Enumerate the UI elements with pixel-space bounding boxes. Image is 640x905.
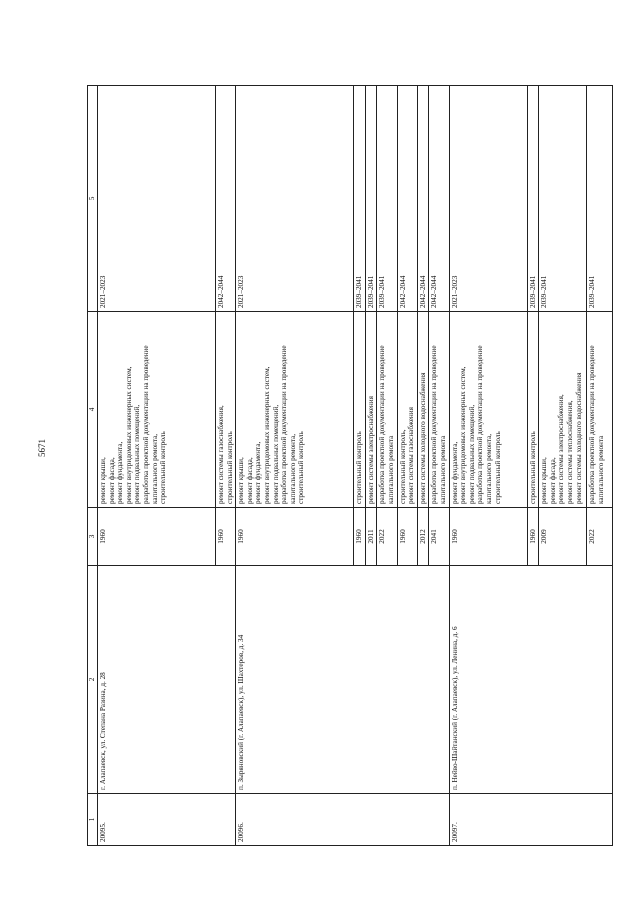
works-cell: ремонт крыши, ремонт фасада, ремонт фундамента, ремонт внутридомовых инженерных систем, ремонт подвальных помещений, разработка проектной документации на проведение капитального ремонта, строительный контроль [98, 312, 216, 508]
period-cell: 2021–2023 [98, 86, 216, 312]
year-cell: 2022 [377, 508, 397, 566]
year-cell: 2011 [365, 508, 377, 566]
works-cell: ремонт крыши, ремонт фасада, ремонт системы электроснабжения, ремонт системы теплоснабжения, ремонт системы холодного водоснабжения [539, 312, 587, 508]
period-cell: 2039–2041 [527, 86, 539, 312]
works-cell: ремонт системы электроснабжения [365, 312, 377, 508]
works-cell: разработка проектной документации на проведение капитального ремонта [429, 312, 449, 508]
column-number: 3 [88, 508, 98, 566]
works-cell: строительный контроль [354, 312, 366, 508]
column-number: 5 [88, 86, 98, 312]
table-row [449, 86, 527, 846]
period-cell: 2039–2041 [365, 86, 377, 312]
works-cell: разработка проектной документации на проведение капитального ремонта [587, 312, 613, 508]
works-cell: ремонт системы холодного водоснабжения [417, 312, 429, 508]
year-cell: 1960 [527, 508, 539, 566]
period-cell: 2042–2044 [417, 86, 429, 312]
year-cell: 1960 [98, 508, 216, 566]
period-cell: 2021–2023 [236, 86, 354, 312]
column-number: 4 [88, 312, 98, 508]
works-cell: ремонт фундамента, ремонт внутридомовых инженерных систем, ремонт подвальных помещений, разработка проектной документации на проведение капитального ремонта, строительный контроль [449, 312, 527, 508]
table-row [236, 86, 354, 846]
works-cell: ремонт крыши, ремонт фасада, ремонт фундамента, ремонт внутридомовых инженерных систем, ремонт подвальных помещений, разработка проектной документации на проведение капитального ремонта, строительный контроль [236, 312, 354, 508]
works-cell: ремонт системы газоснабжения, строительный контроль [216, 312, 236, 508]
period-cell: 2039–2041 [587, 86, 613, 312]
year-cell: 2041 [429, 508, 449, 566]
entry-number: 20096. [236, 794, 449, 846]
works-cell: строительный контроль [527, 312, 539, 508]
entry-number: 20097. [449, 794, 613, 846]
table-body [98, 86, 613, 846]
works-cell: разработка проектной документации на проведение капитального ремонта [377, 312, 397, 508]
period-cell: 2042–2044 [397, 86, 417, 312]
page-number: 5671 [37, 439, 47, 457]
year-cell: 2022 [587, 508, 613, 566]
period-cell: 2039–2041 [539, 86, 587, 312]
repair-schedule-table [87, 85, 613, 846]
year-cell: 1960 [354, 508, 366, 566]
period-cell: 2039–2041 [377, 86, 397, 312]
period-cell: 2039–2041 [354, 86, 366, 312]
entry-number: 20095. [98, 794, 236, 846]
address-cell: п. Нейво-Шайтанский (г. Алапаевск), ул. Ленина, д. 6 [449, 566, 613, 794]
year-cell: 2009 [539, 508, 587, 566]
column-number-row [88, 86, 98, 846]
column-number: 2 [88, 566, 98, 794]
table-row [98, 86, 216, 846]
year-cell: 2012 [417, 508, 429, 566]
year-cell: 1960 [216, 508, 236, 566]
period-cell: 2042–2044 [216, 86, 236, 312]
year-cell: 1960 [449, 508, 527, 566]
column-number: 1 [88, 794, 98, 846]
year-cell: 1960 [236, 508, 354, 566]
period-cell: 2021–2023 [449, 86, 527, 312]
address-cell: п. Зыряновский (г. Алапаевск), ул. Шахтеров, д. 34 [236, 566, 449, 794]
year-cell: 1960 [397, 508, 417, 566]
works-cell: строительный контроль, ремонт системы газоснабжения [397, 312, 417, 508]
period-cell: 2042–2044 [429, 86, 449, 312]
address-cell: г. Алапаевск, ул. Степана Разина, д. 28 [98, 566, 236, 794]
rotated-table-wrapper [87, 86, 605, 846]
